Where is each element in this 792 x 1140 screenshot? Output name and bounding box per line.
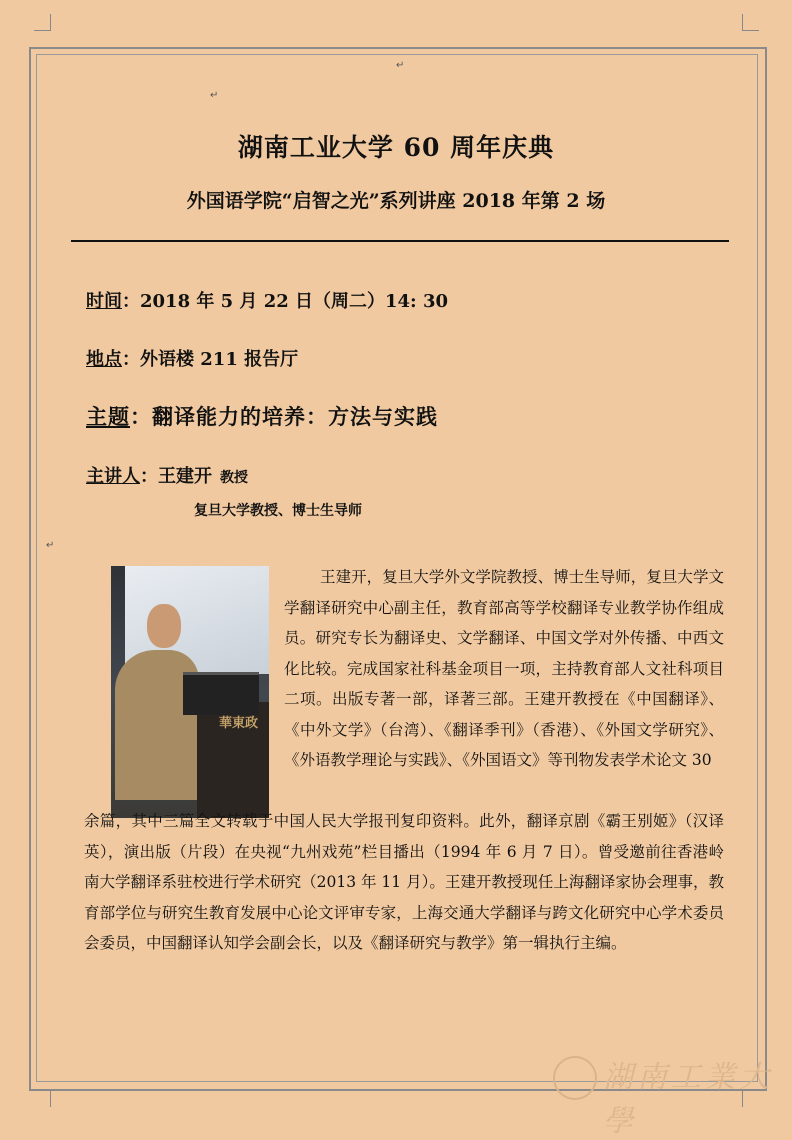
place-label: 地点: [86, 349, 122, 370]
info-speaker: [86, 462, 248, 488]
topic-label: 主题: [86, 404, 130, 429]
speaker-bio-beside-photo: [284, 562, 724, 776]
photo-plaque-text: 華東政: [219, 716, 259, 731]
corner-mark-top-left: [34, 14, 51, 31]
info-place: [86, 345, 298, 371]
corner-mark-top-right: [742, 14, 759, 31]
time-value: ：2018 年 5 月 22 日（周二）14: 30: [122, 291, 449, 312]
paragraph-mark-icon: ↵: [210, 90, 219, 101]
speaker-bio-continued: 余篇，其中三篇全文转载于中国人民大学报刊复印资料。此外，翻译京剧《霸王别姬》（汉译英），演出版（片段）在央视“九州戏苑”栏目播出（1994 年 6 月 7 日）。曾受邀前往香港岭南大学翻译系驻校进行学术研究（2013 年 11 月）。王建开教授现任上海翻译家协会理事，教育部学位与研究生教育发展中心论文评审专家，上海交通大学翻译与跨文化研究中心学术委员会委员，中国翻译认知学会副会长，以及《翻译研究与教学》第一辑执行主编。: [84, 812, 724, 952]
university-seal-watermark: [553, 1056, 597, 1100]
title-divider: [71, 240, 729, 242]
speaker-label: 主讲人: [86, 466, 140, 487]
speaker-affiliation: 复旦大学教授、博士生导师: [194, 503, 362, 519]
paragraph-mark-icon: ↵: [396, 60, 405, 71]
paragraph-mark-icon: ↵: [46, 540, 55, 551]
poster-title: 湖南工业大学 60 周年庆典: [237, 133, 555, 162]
poster-subtitle: 外国语学院“启智之光”系列讲座 2018 年第 2 场: [186, 190, 606, 212]
bio-text-part-1: 王建开，复旦大学外文学院教授、博士生导师，复旦大学文学翻译研究中心副主任，教育部高等学校翻译专业教学协作组成员。研究专长为翻译史、文学翻译、中国文学对外传播、中西文化比较。完成国家社科基金项目一项，主持教育部人文社科项目二项。出版专著一部，译著三部。王建开教授在《中国翻译》、《中外文学》（台湾）、《翻译季刊》（香港）、《外国文学研究》、《外语教学理论与实践》、《外国语文》等刊物发表学术论文 30: [284, 568, 724, 769]
place-value: ：外语楼 211 报告厅: [122, 349, 299, 370]
info-topic: [86, 401, 438, 431]
speaker-name: ：王建开: [140, 466, 212, 487]
time-label: 时间: [86, 291, 122, 312]
speaker-title: 教授: [220, 470, 248, 486]
photo-speaker-head: [147, 604, 181, 648]
topic-value: ：翻译能力的培养：方法与实践: [130, 404, 438, 429]
info-time: [86, 287, 448, 313]
corner-mark-bottom-left: [34, 1090, 51, 1107]
photo-laptop: [183, 672, 259, 715]
speaker-photo: [111, 566, 269, 818]
university-name-watermark: 湖南工業大學: [603, 1060, 773, 1139]
